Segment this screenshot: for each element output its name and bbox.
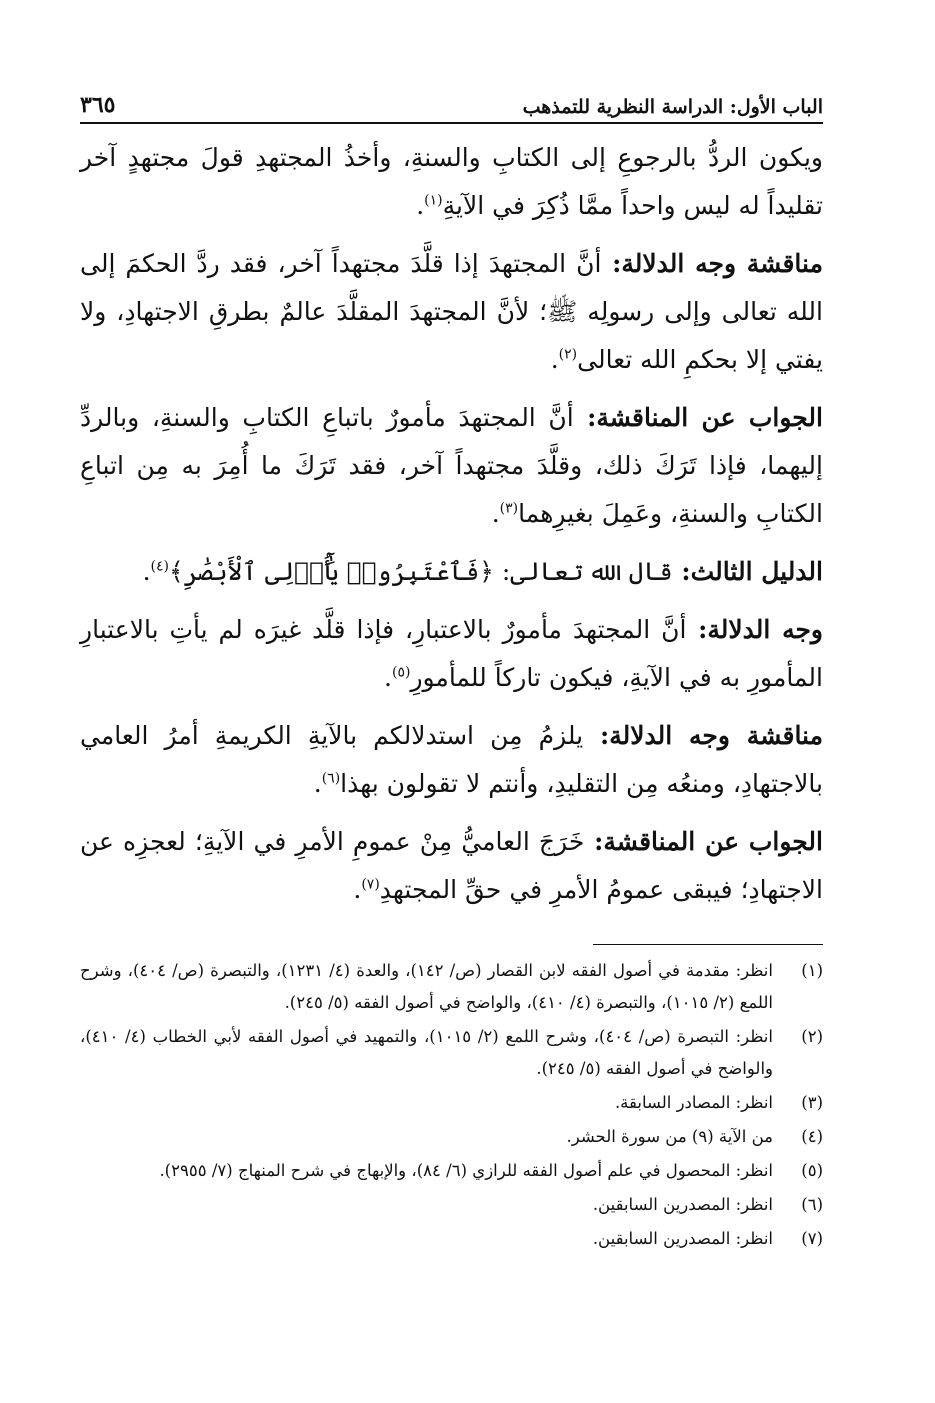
footnote-number: (٦) [801, 1195, 823, 1214]
running-title: الباب الأول: الدراسة النظرية للتمذهب [522, 96, 823, 118]
footnote-ref: (٤) [150, 558, 169, 575]
paragraph-lead: الدليل الثالث: [672, 557, 823, 586]
footnote-ref: (٥) [391, 664, 411, 681]
footnote-ref: (٧) [361, 876, 380, 893]
paragraph-end: . [550, 345, 559, 374]
footnote-number: (١) [801, 961, 823, 980]
paragraph-lead: مناقشة وجه الدلالة: [583, 721, 823, 750]
footnote-text: انظر: مقدمة في أصول الفقه لابن القصار (ص/ ١٤٢)، والعدة (٤/ ١٢٣١)، والتبصرة (ص/ ٤٠٤)، وشرح اللمع (٢/ ١٠١٥)، والتبصرة (٤/ ٤١٠)، والواضح في أصول الفقه (٥/ ٢٤٥). [80, 961, 773, 1012]
paragraph [80, 712, 823, 808]
page-number: ٣٦٥ [80, 92, 116, 118]
footnote-ref: (١) [424, 192, 443, 209]
paragraph-text: ويكون الردُّ بالرجوعِ إلى الكتابِ والسنةِ، وأخذُ المجتهدِ قولَ مجتهدٍ آخر تقليداً له ليس واحداً ممَّا ذُكِرَ في الآيةِ [80, 143, 823, 220]
paragraph-end: . [491, 499, 500, 528]
paragraph-text: أنَّ المجتهدَ مأمورٌ باتباعِ الكتابِ والسنةِ، وبالردِّ إليهما، فإذا تَرَكَ ذلك، وقلَّدَ مجتهداً آخر، فقد تَرَكَ ما أُمِرَ به مِن اتباعِ الكتابِ والسنةِ، وعَمِلَ بغيرِهما [80, 403, 823, 528]
footnote-number: (٣) [801, 1093, 823, 1112]
footnote-number: (٤) [801, 1127, 823, 1146]
paragraph-lead: الجواب عن المناقشة: [584, 827, 823, 856]
footnote [80, 1087, 823, 1119]
page-header [80, 92, 823, 124]
main-text [80, 134, 823, 914]
paragraph [80, 134, 823, 230]
paragraph-lead: مناقشة وجه الدلالة: [601, 249, 823, 278]
paragraph-end: . [142, 557, 151, 586]
footnote-text: انظر: المصدرين السابقين. [592, 1229, 773, 1248]
paragraph-end: . [353, 875, 362, 904]
footnote [80, 1189, 823, 1221]
footnote-number: (٥) [801, 1161, 823, 1180]
footnote-number: (٧) [801, 1229, 823, 1248]
paragraph-end: . [416, 191, 425, 220]
footnote-ref: (٢) [558, 346, 578, 363]
paragraph-lead: وجه الدلالة: [686, 615, 823, 644]
footnote [80, 1223, 823, 1255]
footnote [80, 1155, 823, 1187]
paragraph-end: . [384, 663, 392, 692]
footnote-text: انظر: التبصرة (ص/ ٤٠٤)، وشرح اللمع (٢/ ١٠١٥)، والتمهيد في أصول الفقه لأبي الخطاب (٤/ ٤١٠)، والواضح في أصول الفقه (٥/ ٢٤٥). [80, 1027, 773, 1078]
paragraph-lead: الجواب عن المناقشة: [573, 403, 823, 432]
paragraph-text: أنَّ المجتهدَ إذا قلَّدَ مجتهداً آخر، فقد ردَّ الحكمَ إلى الله تعالى وإلى رسولِه ﷺ؛ لأنَّ المجتهدَ المقلَّدَ عالمٌ بطرقِ الاجتهادِ، ولا يفتي إلا بحكمِ الله تعالى [80, 249, 823, 374]
paragraph-text: قال الله تعالى: ﴿فَٱعْتَبِرُوا۟ يَٰٓأُو۟لِى ٱلْأَبْصَٰرِ﴾ [169, 557, 673, 586]
footnote-text: انظر: المصدرين السابقين. [592, 1195, 773, 1214]
paragraph-text: يلزمُ مِن استدلالكم بالآيةِ الكريمةِ أمرُ العامي بالاجتهادِ، ومنعُه مِن التقليدِ، وأنتم لا تقولون بهذا [80, 721, 823, 798]
footnote-text: انظر: المصادر السابقة. [614, 1093, 773, 1112]
footnotes [80, 955, 823, 1255]
footnote [80, 1021, 823, 1085]
paragraph [80, 818, 823, 914]
footnote [80, 955, 823, 1019]
footnote-ref: (٦) [321, 770, 341, 787]
footnote-number: (٢) [801, 1027, 823, 1046]
paragraph [80, 548, 823, 596]
paragraph-text: خَرَجَ العاميُّ مِنْ عمومِ الأمرِ في الآيةِ؛ لعجزِه عن الاجتهادِ؛ فيبقى عمومُ الأمرِ في حقِّ المجتهدِ [80, 827, 823, 904]
paragraph [80, 394, 823, 538]
footnote-ref: (٣) [499, 500, 519, 517]
footnote-text: انظر: المحصول في علم أصول الفقه للرازي (٦/ ٨٤)، والإبهاج في شرح المنهاج (٧/ ٢٩٥٥). [159, 1161, 773, 1180]
paragraph-text: أنَّ المجتهدَ مأمورٌ بالاعتبارِ، فإذا قلَّد غيرَه لم يأتِ بالاعتبارِ المأمورِ به في الآيةِ، فيكون تاركاً للمأمورِ [80, 615, 823, 692]
paragraph-end: . [313, 769, 322, 798]
paragraph [80, 240, 823, 384]
footnote [80, 1121, 823, 1153]
footnote-text: من الآية (٩) من سورة الحشر. [566, 1127, 773, 1146]
footnote-divider [593, 944, 823, 945]
paragraph [80, 606, 823, 702]
